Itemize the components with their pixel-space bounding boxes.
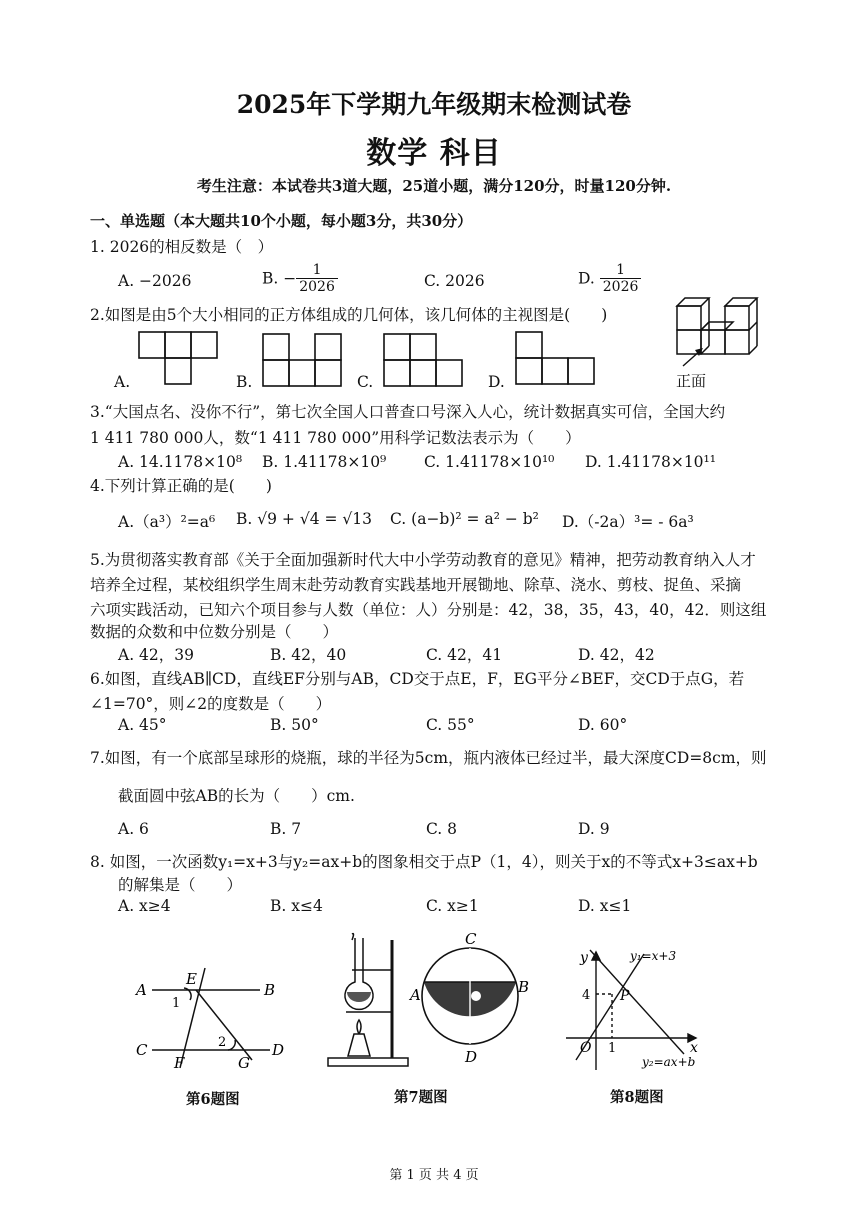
figure-8-diagram bbox=[560, 942, 710, 1077]
q2-view-c bbox=[383, 332, 465, 390]
q8-option-d: D. x≤1 bbox=[578, 897, 632, 915]
label-d: D bbox=[272, 1041, 285, 1059]
center-dot bbox=[471, 991, 481, 1001]
q5-stem-line1: 5.为贯彻落实教育部《关于全面加强新时代大中小学劳动教育的意见》精神，把劳动教育纳入人才 bbox=[90, 551, 756, 569]
q8-option-a: A. x≥4 bbox=[118, 897, 171, 915]
q2-option-d: D. bbox=[488, 373, 505, 391]
label-angle-1: 1 bbox=[172, 996, 181, 1011]
exam-title: 2025年下学期九年级期末检测试卷 bbox=[236, 90, 632, 119]
q5-stem-line2: 培养全过程，某校组织学生周末赴劳动教育实践基地开展锄地、除草、浇水、剪枝、捉鱼、采摘 bbox=[90, 576, 742, 594]
q1-option-d-label: D. bbox=[578, 269, 595, 288]
q1-stem: 1. 2026的相反数是（ ） bbox=[90, 238, 274, 256]
exam-notice: 考生注意：本试卷共3道大题，25道小题，满分120分，时量120分钟. bbox=[196, 177, 672, 195]
q7-option-a: A. 6 bbox=[118, 820, 149, 838]
q5-stem-line3: 六项实践活动，已知六个项目参与人数（单位：人）分别是：42，38，35，43，40，42．则这组 bbox=[90, 601, 767, 619]
figure-8-caption: 第8题图 bbox=[610, 1089, 664, 1106]
q5-option-c: C. 42，41 bbox=[426, 646, 503, 664]
label-angle-2: 2 bbox=[218, 1035, 227, 1050]
q6-option-c: C. 55° bbox=[426, 716, 475, 734]
q5-option-d: D. 42，42 bbox=[578, 646, 655, 664]
q1-b-numerator: 1 bbox=[296, 262, 338, 279]
q1-option-c: C. 2026 bbox=[424, 272, 485, 290]
q2-view-d bbox=[515, 330, 597, 388]
q2-stem: 2.如图是由5个大小相同的正方体组成的几何体，该几何体的主视图是( ) bbox=[90, 306, 608, 324]
fig8-label-y: y bbox=[580, 950, 588, 966]
label-g: G bbox=[238, 1054, 250, 1072]
q1-option-a: A. −2026 bbox=[118, 272, 192, 290]
q1-b-denominator: 2026 bbox=[299, 279, 335, 295]
q8-stem-line1: 8. 如图，一次函数y₁=x+3与y₂=ax+b的图象相交于点P（1，4），则关于x的不等式x+3≤ax+b bbox=[90, 853, 758, 871]
q7-option-d: D. 9 bbox=[578, 820, 610, 838]
q7-option-b: B. 7 bbox=[270, 820, 302, 838]
q1-d-numerator: 1 bbox=[600, 262, 642, 279]
fig7-label-d: D bbox=[465, 1048, 478, 1066]
q8-stem-line2: 的解集是（ ） bbox=[118, 876, 243, 894]
q3-stem-line1: 3.“大国点名、没你不行”，第七次全国人口普查口号深入人心，统计数据真实可信，全国大约 bbox=[90, 403, 726, 421]
section-heading: 一、单选题（本大题共10个小题，每小题3分，共30分） bbox=[90, 212, 473, 230]
q5-option-a: A. 42，39 bbox=[118, 646, 194, 664]
q2-option-c: C. bbox=[357, 373, 374, 391]
flame bbox=[357, 1020, 361, 1034]
q8-option-c: C. x≥1 bbox=[426, 897, 479, 915]
q5-option-b: B. 42，40 bbox=[270, 646, 347, 664]
flask-liquid bbox=[347, 992, 371, 1002]
figure-6-caption: 第6题图 bbox=[186, 1091, 240, 1108]
q3-stem-line2: 1 411 780 000人，数“1 411 780 000”用科学记数法表示为（ ） bbox=[90, 429, 581, 447]
q6-option-a: A. 45° bbox=[118, 716, 167, 734]
q3-option-d: D. 1.41178×10¹¹ bbox=[585, 453, 716, 471]
q1-option-b-label: B. − bbox=[262, 269, 297, 288]
q3-option-b: B. 1.41178×10⁹ bbox=[262, 453, 387, 471]
flask-steam bbox=[352, 934, 354, 940]
q4-option-b: B. √9 + √4 = √13 bbox=[236, 510, 373, 528]
q1-option-d bbox=[578, 262, 641, 295]
fig8-label-y2: y₂=ax+b bbox=[642, 1055, 696, 1069]
page-number: 第 1 页 共 4 页 bbox=[389, 1168, 479, 1183]
q2-option-a: A. bbox=[114, 373, 131, 391]
q6-option-d: D. 60° bbox=[578, 716, 628, 734]
fig7-label-c: C bbox=[465, 930, 477, 948]
q7-option-c: C. 8 bbox=[426, 820, 458, 838]
q5-stem-line4: 数据的众数和中位数分别是（ ） bbox=[90, 623, 339, 641]
q3-option-c: C. 1.41178×10¹⁰ bbox=[424, 453, 555, 471]
fig8-label-1: 1 bbox=[608, 1041, 617, 1056]
fig8-label-y1: y₁=x+3 bbox=[630, 949, 677, 963]
stand-base bbox=[328, 1058, 408, 1066]
q2-view-b bbox=[262, 332, 344, 390]
q1-option-d-fraction bbox=[600, 262, 642, 295]
q1-option-b-fraction bbox=[296, 262, 338, 295]
label-b: B bbox=[264, 981, 276, 999]
fig7-label-a: A bbox=[410, 986, 421, 1004]
q6-stem-line2: ∠1=70°，则∠2的度数是（ ） bbox=[90, 695, 332, 713]
q4-option-a: A.（a³）²=a⁶ bbox=[118, 513, 216, 531]
label-f: F bbox=[174, 1054, 185, 1072]
figure-6-diagram bbox=[130, 960, 300, 1080]
q4-option-c: C. (a−b)² = a² − b² bbox=[390, 510, 539, 528]
label-c: C bbox=[136, 1041, 148, 1059]
q2-option-b: B. bbox=[236, 373, 253, 391]
fig8-label-x: x bbox=[690, 1040, 698, 1056]
q1-d-denominator: 2026 bbox=[602, 279, 639, 295]
figure-7-diagram bbox=[322, 930, 530, 1080]
q6-stem-line1: 6.如图，直线AB∥CD，直线EF分别与AB，CD交于点E，F，EG平分∠BEF，交CD于点G，若 bbox=[90, 670, 745, 688]
q4-option-d: D.（-2a）³= - 6a³ bbox=[562, 513, 694, 531]
label-e: E bbox=[186, 970, 197, 988]
q1-option-b bbox=[262, 262, 338, 295]
fig8-label-4: 4 bbox=[582, 988, 591, 1003]
fig7-label-b: B bbox=[518, 978, 530, 996]
fig8-label-p: P bbox=[620, 988, 630, 1004]
burner bbox=[348, 1034, 370, 1056]
q8-option-b: B. x≤4 bbox=[270, 897, 323, 915]
q2-view-a bbox=[138, 330, 220, 388]
q6-option-b: B. 50° bbox=[270, 716, 319, 734]
q3-option-a: A. 14.1178×10⁸ bbox=[118, 453, 243, 471]
angle-2-arc bbox=[228, 1040, 235, 1050]
label-a: A bbox=[136, 981, 147, 999]
q2-solid-figure bbox=[665, 292, 775, 372]
figure-7-caption: 第7题图 bbox=[394, 1089, 448, 1106]
q7-stem-line1: 7.如图，有一个底部呈球形的烧瓶，球的半径为5cm，瓶内液体已经过半，最大深度CD=8cm，则 bbox=[90, 749, 767, 767]
q7-stem-line2: 截面圆中弦AB的长为（ ）cm. bbox=[118, 787, 355, 805]
q2-front-label: 正面 bbox=[676, 372, 707, 390]
q4-stem: 4.下列计算正确的是( ) bbox=[90, 477, 272, 495]
fig8-label-o: O bbox=[580, 1040, 592, 1056]
subject-title: 数学 科目 bbox=[366, 136, 502, 171]
